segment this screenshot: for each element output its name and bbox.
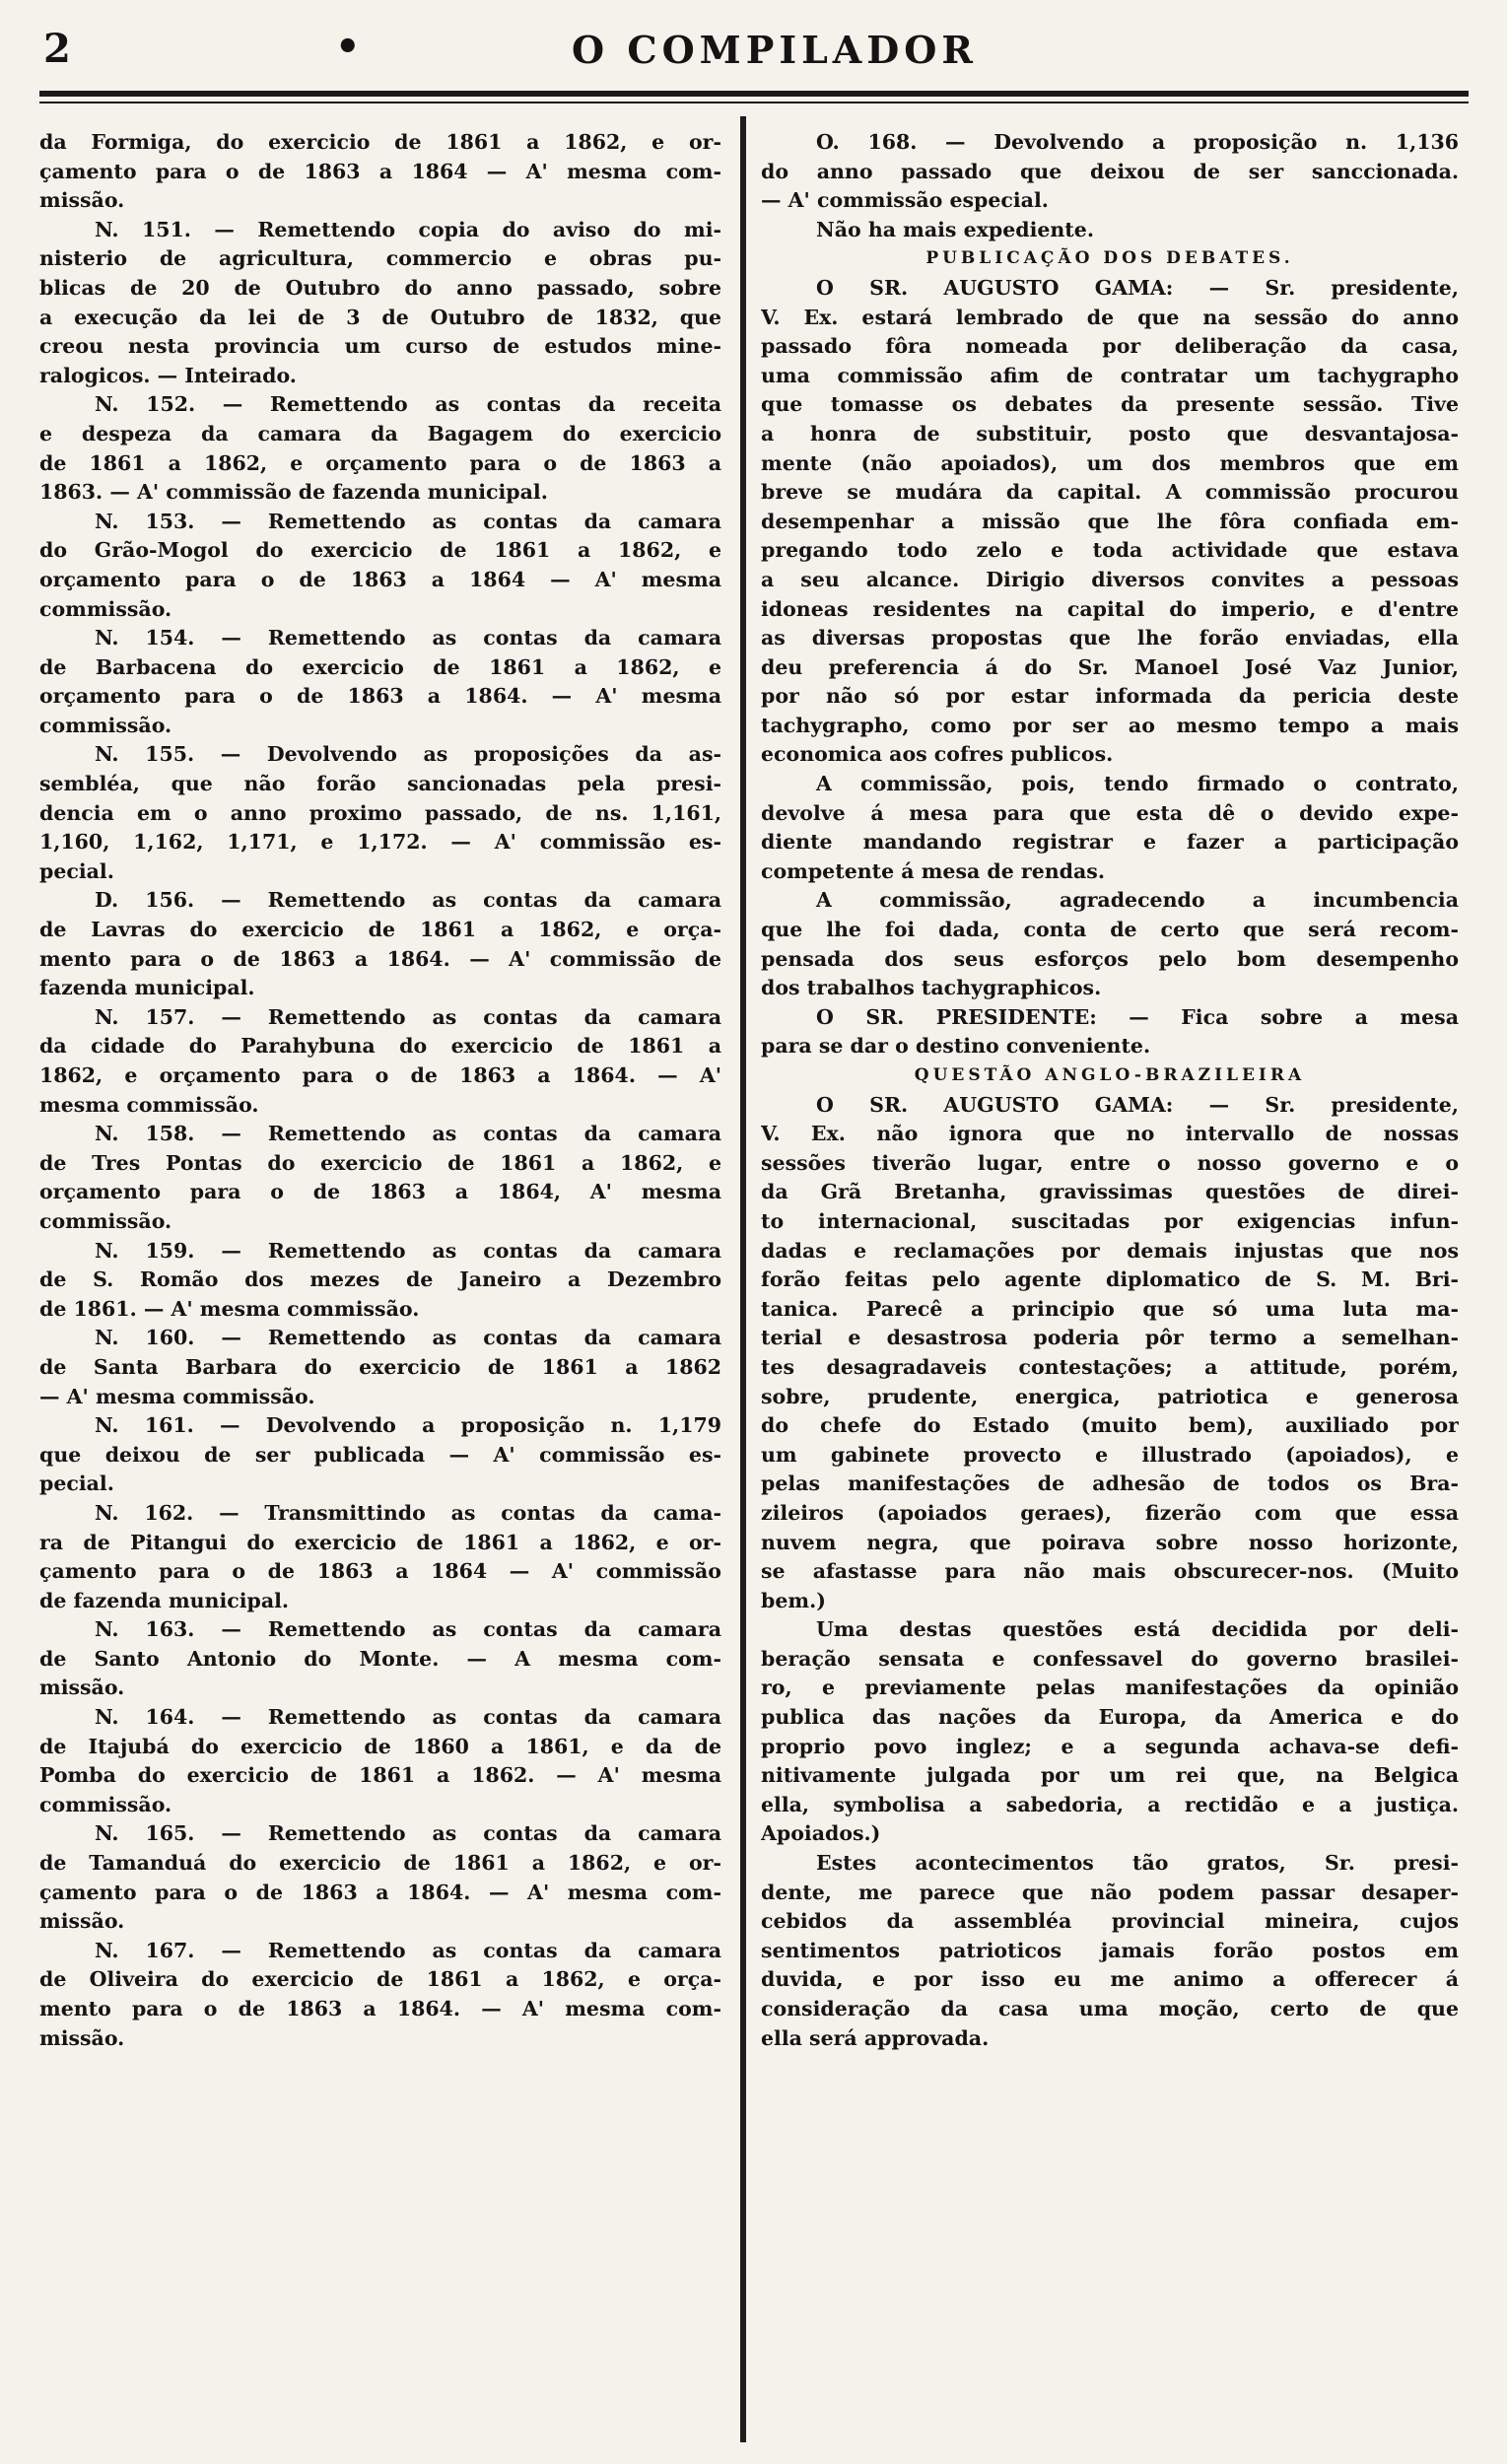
text-line: dencia em o anno proximo passado, de ns. 1,161,: [39, 800, 721, 825]
text-line: mesma commissão.: [39, 1092, 259, 1117]
text-line: blicas de 20 de Outubro do anno passado, sobre: [39, 275, 721, 300]
text-line: por não só por estar informada da pericia deste: [761, 684, 1459, 709]
text-line: N. 155. — Devolvendo as proposições da as-: [95, 742, 721, 767]
text-line: deu preferencia á do Sr. Manoel José Vaz Junior,: [761, 654, 1459, 679]
text-line: sentimentos patrioticos jamais forão postos em: [761, 1938, 1459, 1962]
text-line: cebidos da assembléa provincial mineira, cujos: [761, 1909, 1459, 1934]
text-line: N. 167. — Remettendo as contas da camara: [95, 1938, 721, 1962]
text-line: a execução da lei de 3 de Outubro de 1832, que: [39, 305, 721, 329]
text-line: uma commissão afim de contratar um tachygrapho: [761, 363, 1459, 387]
text-line: que tomasse os debates da presente sessão. Tive: [761, 392, 1459, 417]
text-line: commissão.: [39, 1792, 172, 1816]
text-line: dadas e reclamações por demais injustas que nos: [761, 1238, 1459, 1263]
text-line: bem.): [761, 1588, 826, 1612]
text-line: de 1861 a 1862, e orçamento para o de 1863 a: [39, 450, 721, 475]
text-line: N. 157. — Remettendo as contas da camara: [95, 1004, 721, 1029]
column-separator: [740, 116, 746, 2442]
text-line: — A' mesma commissão.: [39, 1384, 315, 1408]
text-line: de Lavras do exercicio de 1861 a 1862, e orça-: [39, 918, 721, 942]
text-line: da cidade do Parahybuna do exercicio de 1861 a: [39, 1034, 721, 1059]
text-line: 1862, e orçamento para o de 1863 a 1864. — A': [39, 1063, 721, 1087]
text-line: dos trabalhos tachygraphicos.: [761, 976, 1102, 1000]
text-line: um gabinete provecto e illustrado (apoiados), e: [761, 1442, 1459, 1467]
text-line: dente, me parece que não podem passar desaper-: [761, 1880, 1459, 1904]
page-title: O COMPILADOR: [572, 28, 978, 72]
text-line: do anno passado que deixou de ser sanccionada.: [761, 159, 1459, 183]
text-line: pecial.: [39, 1472, 114, 1496]
text-line: tachygrapho, como por ser ao mesmo tempo a mais: [761, 713, 1459, 737]
text-line: N. 162. — Transmittindo as contas da cama-: [95, 1500, 721, 1525]
text-line: Pomba do exercicio de 1861 a 1862. — A' mesma: [39, 1763, 721, 1788]
text-line: mento para o de 1863 a 1864. — A' commissão de: [39, 946, 721, 971]
text-line: N. 163. — Remettendo as contas da camara: [95, 1617, 721, 1642]
section-heading: PUBLICAÇÃO DOS DEBATES.: [925, 248, 1294, 269]
text-line: mente (não apoiados), um dos membros que em: [761, 450, 1459, 475]
text-line: a seu alcance. Dirigio diversos convites a pessoas: [761, 567, 1459, 591]
text-line: do chefe do Estado (muito bem), auxiliado por: [761, 1413, 1459, 1438]
text-line: pecial.: [39, 858, 114, 883]
text-line: pelas manifestações de adhesão de todos os Bra-: [761, 1472, 1459, 1496]
text-line: Não ha mais expediente.: [816, 217, 1094, 241]
text-line: N. 165. — Remettendo as contas da camara: [95, 1821, 721, 1846]
text-line: Apoiados.): [761, 1821, 881, 1846]
text-line: zileiros (apoiados geraes), fizerão com que essa: [761, 1500, 1459, 1525]
text-line: sessões tiverão lugar, entre o nosso governo e o: [761, 1150, 1459, 1175]
text-line: de 1861. — A' mesma commissão.: [39, 1296, 420, 1321]
text-line: diente mandando registrar e fazer a participação: [761, 830, 1459, 855]
text-line: missão.: [39, 1676, 125, 1700]
header-rule-thick: [39, 91, 1469, 97]
text-line: de Itajubá do exercicio de 1860 a 1861, e da de: [39, 1734, 721, 1758]
text-line: N. 159. — Remettendo as contas da camara: [95, 1238, 721, 1263]
text-line: ra de Pitangui do exercicio de 1861 a 1862, e or-: [39, 1530, 721, 1554]
text-line: de Oliveira do exercicio de 1861 a 1862, e orça-: [39, 1967, 721, 1992]
text-line: missão.: [39, 188, 125, 213]
text-line: nuvem negra, que poirava sobre nosso horizonte,: [761, 1530, 1459, 1554]
text-line: a honra de substituir, posto que desvantajosa-: [761, 421, 1459, 445]
text-line: ella, symbolisa a sabedoria, a rectidão e a justiça.: [761, 1792, 1459, 1816]
text-line: N. 158. — Remettendo as contas da camara: [95, 1122, 721, 1146]
text-line: 1,160, 1,162, 1,171, e 1,172. — A' commissão es-: [39, 830, 721, 855]
text-line: fazenda municipal.: [39, 976, 255, 1000]
text-line: missão.: [39, 2025, 125, 2050]
text-line: passado fôra nomeada por deliberação da casa,: [761, 334, 1459, 359]
text-line: V. Ex. estará lembrado de que na sessão do anno: [761, 305, 1459, 329]
text-line: O. 168. — Devolvendo a proposição n. 1,136: [816, 130, 1459, 154]
text-line: proprio povo inglez; e a segunda achava-se defi-: [761, 1734, 1459, 1758]
text-line: — A' commissão especial.: [761, 188, 1049, 213]
right-column: [761, 128, 1459, 2053]
text-line: economica aos cofres publicos.: [761, 742, 1114, 767]
text-line: to internacional, suscitadas por exigencias infun-: [761, 1208, 1459, 1233]
text-line: as diversas propostas que lhe forão enviadas, ella: [761, 626, 1459, 650]
text-line: N. 164. — Remettendo as contas da camara: [95, 1705, 721, 1730]
text-line: de Santo Antonio do Monte. — A mesma com-: [39, 1646, 721, 1671]
text-line: O SR. AUGUSTO GAMA: — Sr. presidente,: [816, 275, 1459, 300]
text-line: desempenhar a missão que lhe fôra confiada em-: [761, 509, 1459, 533]
text-line: N. 153. — Remettendo as contas da camara: [95, 509, 721, 533]
text-line: A commissão, pois, tendo firmado o contrato,: [816, 772, 1459, 796]
text-line: çamento para o de 1863 a 1864 — A' mesma com-: [39, 159, 721, 183]
text-line: breve se mudára da capital. A commissão procurou: [761, 480, 1459, 505]
text-line: çamento para o de 1863 a 1864 — A' commissão: [39, 1559, 721, 1584]
text-line: mento para o de 1863 a 1864. — A' mesma com-: [39, 1997, 721, 2020]
page-number: 2: [43, 26, 71, 72]
text-line: tanica. Parecê a principio que só uma luta ma-: [761, 1296, 1459, 1321]
text-line: N. 160. — Remettendo as contas da camara: [95, 1326, 721, 1350]
text-line: creou nesta provincia um curso de estudos mine-: [39, 334, 721, 359]
text-line: de Tres Pontas do exercicio de 1861 a 1862, e: [39, 1150, 721, 1175]
left-column: [39, 128, 721, 2053]
text-line: de Santa Barbara do exercicio de 1861 a 1862: [39, 1354, 721, 1379]
header-rule-thin: [39, 102, 1469, 103]
text-line: que lhe foi dada, conta de certo que será recom-: [761, 918, 1459, 942]
text-line: se afastasse para não mais obscurecer-nos. (Muito: [761, 1559, 1459, 1584]
text-line: N. 161. — Devolvendo a proposição n. 1,179: [95, 1413, 721, 1438]
text-line: nisterio de agricultura, commercio e obras pu-: [39, 246, 721, 271]
text-line: publica das nações da Europa, da America e do: [761, 1705, 1459, 1730]
text-line: terial e desastrosa poderia pôr termo a semelhan-: [761, 1326, 1459, 1350]
text-line: nitivamente julgada por um rei que, na Belgica: [761, 1763, 1459, 1788]
text-line: e despeza da camara da Bagagem do exercicio: [39, 421, 721, 445]
text-line: beração sensata e confessavel do governo brasilei-: [761, 1646, 1459, 1671]
text-line: D. 156. — Remettendo as contas da camara: [95, 888, 721, 913]
text-line: commissão.: [39, 596, 172, 621]
text-line: duvida, e por isso eu me animo a offerecer á: [761, 1967, 1459, 1992]
text-line: çamento para o de 1863 a 1864. — A' mesma com-: [39, 1880, 721, 1904]
section-heading: QUESTÃO ANGLO-BRAZILEIRA: [914, 1065, 1306, 1085]
masthead: [39, 22, 1469, 77]
text-line: N. 151. — Remettendo copia do aviso do mi-: [95, 217, 721, 241]
text-line: do Grão-Mogol do exercicio de 1861 a 1862, e: [39, 538, 721, 563]
text-line: da Grã Bretanha, gravissimas questões de direi-: [761, 1180, 1459, 1204]
text-line: pregando todo zelo e toda actividade que estava: [761, 538, 1459, 563]
text-line: N. 154. — Remettendo as contas da camara: [95, 626, 721, 650]
text-line: da Formiga, do exercicio de 1861 a 1862, e or-: [39, 130, 721, 154]
text-line: missão.: [39, 1909, 125, 1934]
text-line: de S. Romão dos mezes de Janeiro a Dezembro: [39, 1267, 721, 1292]
text-line: consideração da casa uma moção, certo de que: [761, 1997, 1459, 2020]
text-line: pensada dos seus esforços pelo bom desempenho: [761, 946, 1459, 971]
text-line: de Barbacena do exercicio de 1861 a 1862, e: [39, 654, 721, 679]
text-line: sobre, prudente, energica, patriotica e generosa: [761, 1384, 1459, 1408]
text-line: para se dar o destino conveniente.: [761, 1034, 1151, 1059]
text-line: ro, e previamente pelas manifestações da opinião: [761, 1676, 1459, 1700]
text-line: forão feitas pelo agente diplomatico de S. M. Bri-: [761, 1267, 1459, 1292]
text-line: Uma destas questões está decidida por deli-: [816, 1617, 1459, 1642]
masthead-ornament: •: [335, 24, 361, 70]
text-line: V. Ex. não ignora que no intervallo de nossas: [761, 1122, 1459, 1146]
text-line: orçamento para o de 1863 a 1864. — A' mesma: [39, 684, 721, 709]
text-line: sembléa, que não forão sancionadas pela presi-: [39, 772, 721, 796]
text-line: tes desagradaveis contestações; a attitude, porém,: [761, 1354, 1459, 1379]
text-line: A commissão, agradecendo a incumbencia: [816, 888, 1459, 913]
text-line: Estes acontecimentos tão gratos, Sr. presi-: [816, 1851, 1459, 1876]
text-line: idoneas residentes na capital do imperio, e d'entre: [761, 596, 1459, 621]
text-line: orçamento para o de 1863 a 1864, A' mesma: [39, 1180, 721, 1204]
text-line: O SR. AUGUSTO GAMA: — Sr. presidente,: [816, 1092, 1459, 1117]
text-line: de fazenda municipal.: [39, 1588, 290, 1612]
text-line: commissão.: [39, 1208, 172, 1233]
text-line: N. 152. — Remettendo as contas da receita: [95, 392, 721, 417]
text-line: commissão.: [39, 713, 172, 737]
text-line: que deixou de ser publicada — A' commissão es-: [39, 1442, 721, 1467]
text-line: competente á mesa de rendas.: [761, 858, 1105, 883]
text-line: de Tamanduá do exercicio de 1861 a 1862, e or-: [39, 1851, 721, 1876]
text-line: devolve á mesa para que esta dê o devido expe-: [761, 800, 1459, 825]
text-line: 1863. — A' commissão de fazenda municipal.: [39, 480, 548, 505]
text-line: ralogicos. — Inteirado.: [39, 363, 297, 387]
text-line: ella será approvada.: [761, 2025, 990, 2050]
text-line: orçamento para o de 1863 a 1864 — A' mesma: [39, 567, 721, 591]
text-line: O SR. PRESIDENTE: — Fica sobre a mesa: [816, 1004, 1459, 1029]
